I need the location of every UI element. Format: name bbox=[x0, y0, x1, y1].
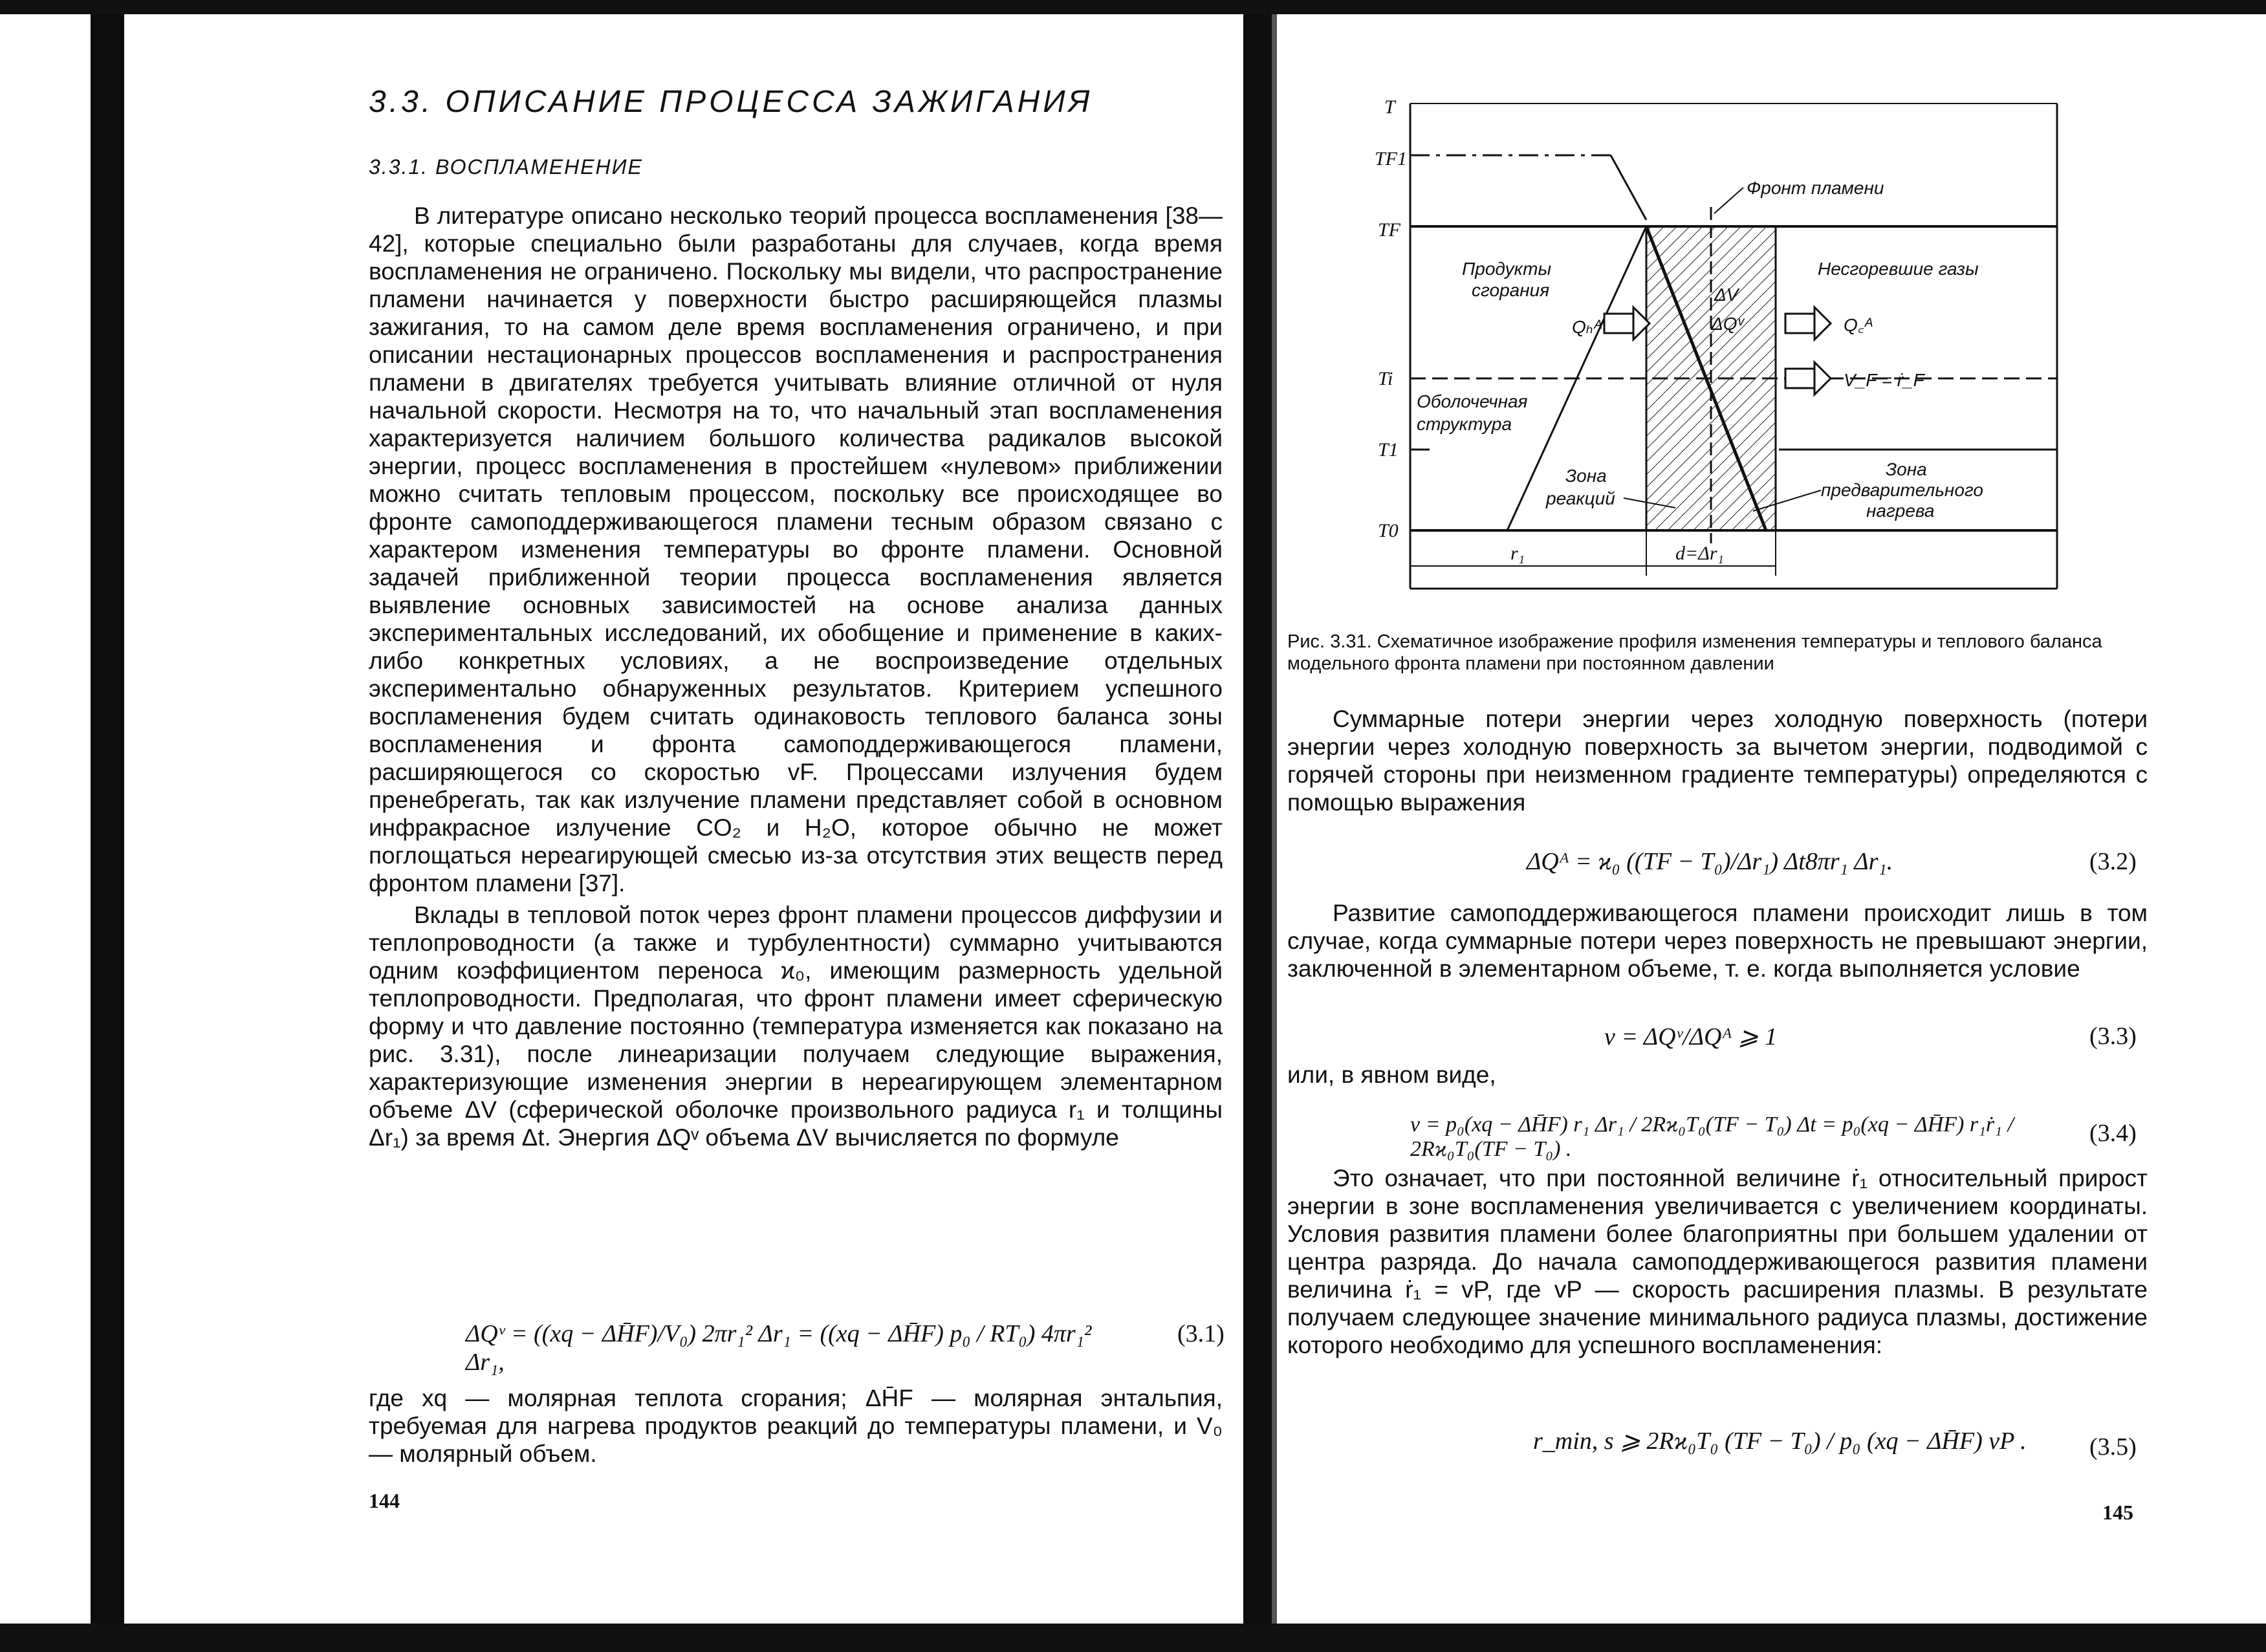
label-delta-v: ΔV bbox=[1714, 285, 1739, 305]
label-vf: V_F = ṙ_F bbox=[1844, 370, 1924, 390]
right-body-text-1 bbox=[1287, 705, 2148, 816]
label-products-2: сгорания bbox=[1472, 280, 1550, 300]
label-preheat-zone: Зона bbox=[1886, 459, 1927, 479]
right-paragraph-3: Это означает, что при постоянной величине ṙ₁ относительный прирост энергии в зоне воспламенения увеличивается с увеличением координаты. Условия развития пламени более благоприятны при большем удалении от центра разряда. До начала самоподдерживающегося развития пламени величина ṙ₁ = vP, где vP — скорость расширения плазмы. В результате получаем следующее значение минимального радиуса плазмы, достижение которого необходимо для успешного воспламенения: bbox=[1287, 1165, 2148, 1358]
scan-top-border bbox=[0, 0, 2266, 14]
y-label-tf: TF bbox=[1378, 219, 1401, 241]
y-label-t0: T0 bbox=[1378, 520, 1399, 541]
equation-3-1: ΔQᵛ = ((xq − ΔH̄F)/V₀) 2πr₁² Δr₁ = ((xq − ΔH̄F) p₀ / RT₀) 4πr₁² Δr₁, bbox=[466, 1320, 1092, 1376]
equation-3-3-number: (3.3) bbox=[2089, 1023, 2137, 1050]
label-r1: r₁ bbox=[1510, 543, 1525, 564]
book-spine bbox=[1243, 14, 1272, 1624]
y-label-tf1: TF1 bbox=[1375, 148, 1408, 169]
label-qh: Qₕᴬ bbox=[1572, 317, 1602, 337]
page-number-left: 144 bbox=[369, 1489, 400, 1512]
y-label-t: T bbox=[1384, 96, 1395, 118]
figure-caption: Рис. 3.31. Схематичное изображение профиля изменения температуры и теплового баланса модельного фронта пламени при постоянном давлении bbox=[1287, 631, 2102, 674]
section-title: 3.3. ОПИСАНИЕ ПРОЦЕССА ЗАЖИГАНИЯ bbox=[369, 85, 1093, 119]
equation-3-4: ν = p₀(xq − ΔH̄F) r₁ Δr₁ / 2Rϰ₀T₀(TF − T₀) Δt = p₀(xq − ΔH̄F) r₁ṙ₁ / 2Rϰ₀T₀(TF − T₀) . bbox=[1410, 1113, 2014, 1161]
equation-3-1-number: (3.1) bbox=[1177, 1320, 1225, 1347]
label-shell-2: структура bbox=[1417, 414, 1512, 434]
y-label-t1: T1 bbox=[1378, 439, 1399, 461]
left-body-text-end bbox=[369, 1384, 1223, 1468]
right-paragraph-1: Суммарные потери энергии через холодную поверхность (потери энергии через холодную поверхность за вычетом энергии, подводимой с горячей стороны при неизменном градиенте температуры) определяются с помощью выражения bbox=[1287, 706, 2148, 816]
equation-3-2: ΔQᴬ = ϰ₀ ((TF − T₀)/Δr₁) Δt8πr₁ Δr₁. bbox=[1527, 848, 1893, 875]
right-body-text-2 bbox=[1287, 899, 2148, 983]
text-or: или, в явном виде, bbox=[1287, 1061, 1496, 1088]
label-qc: Q꜀ᴬ bbox=[1844, 315, 1873, 335]
left-paragraph-1: В литературе описано несколько теорий процесса воспламенения [38—42], которые специально были разработаны для случаев, когда время воспламенения не ограничено. Поскольку мы видели, что распространение пламени начинается у поверхности быстро расширяющейся плазмы зажигания, то на самом деле время воспламенения ограничено, и при описании нестационарных процессов воспламенения и распространения пламени в двигателях требуется учитывать влияние отличной от нуля начальной скорости. Несмотря на то, что начальный этап воспламенения характеризуется наличием большого количества радикалов высокой энергии, процесс воспламенения в простейшем «нулевом» приближении можно считать тепловым процессом, поскольку все происходящее во фронте самоподдерживающегося пламени тесным образом связано с характером изменения температуры во фронте пламени. Основной задачей приближенной теории процесса воспламенения является выявление основных зависимостей на основе анализа данных экспериментальных исследований, их обобщение и применение в каких-либо конкретных условиях, а не воспроизведение отдельных экспериментально обнаруженных результатов. Критерием успешного воспламенения будем считать одинаковость теплового баланса зоны воспламенения и фронта самоподдерживающегося пламени, расширяющегося со скоростью vF. Процессами излучения будем пренебрегать, так как излучение пламени представляет собой в основном инфракрасное излучение CO₂ и H₂O, которое обычно не может поглощаться нереагирующей смесью из-за отсутствия этих веществ перед фронтом пламени [37]. bbox=[369, 202, 1223, 897]
right-paragraph-2: Развитие самоподдерживающегося пламени происходит лишь в том случае, когда суммарные потери через поверхность не превышают энергии, заключенной в элементарном объеме, т. е. когда выполняется условие bbox=[1287, 900, 2148, 982]
label-flame-front: Фронт пламени bbox=[1747, 178, 1884, 198]
label-preheat-zone-3: нагрева bbox=[1866, 501, 1935, 521]
label-preheat-zone-2: предварительного bbox=[1821, 480, 1983, 500]
equation-3-4-number: (3.4) bbox=[2089, 1120, 2137, 1147]
scan-bottom-border bbox=[0, 1624, 2266, 1652]
left-body-text bbox=[369, 202, 1223, 1151]
left-paragraph-3: где xq — молярная теплота сгорания; ΔH̄F — молярная энтальпия, требуемая для нагрева продуктов реакций до температуры пламени, и V₀ — молярный объем. bbox=[369, 1385, 1223, 1467]
label-shell: Оболочечная bbox=[1417, 391, 1528, 411]
book-spine-shadow bbox=[1272, 14, 1277, 1624]
equation-3-3: ν = ΔQᵛ/ΔQᴬ ⩾ 1 bbox=[1604, 1023, 1778, 1050]
scan-left-edge bbox=[91, 14, 124, 1624]
temperature-profile-figure bbox=[1287, 91, 2148, 673]
subsection-title: 3.3.1. ВОСПЛАМЕНЕНИЕ bbox=[369, 155, 643, 179]
label-unburned: Несгоревшие газы bbox=[1818, 259, 1979, 279]
label-delta-qv: ΔQᵛ bbox=[1711, 314, 1744, 334]
left-paragraph-2: Вклады в тепловой поток через фронт пламени процессов диффузии и теплопроводности (а также и турбулентности) суммарно учитываются одним коэффициентом переноса ϰ₀, имеющим размерность удельной теплопроводности. Предполагая, что фронт пламени имеет сферическую форму и что давление постоянно (температура изменяется как показано на рис. 3.31), после линеаризации получаем следующие выражения, характеризующие изменения энергии в нереагирующем элементарном объеме ΔV (сферической оболочке произвольного радиуса r₁ и толщины Δr₁) за время Δt. Энергия ΔQᵛ объема ΔV вычисляется по формуле bbox=[369, 902, 1223, 1151]
right-text-or bbox=[1287, 1061, 2148, 1089]
label-reaction-zone-2: реакций bbox=[1546, 488, 1615, 508]
equation-3-5-number: (3.5) bbox=[2089, 1433, 2137, 1461]
label-reaction-zone: Зона bbox=[1565, 466, 1607, 486]
page-number-right: 145 bbox=[2102, 1501, 2133, 1524]
y-label-ti: Ti bbox=[1378, 368, 1393, 389]
equation-3-5: r_min, s ⩾ 2Rϰ₀T₀ (TF − T₀) / p₀ (xq − ΔH̄F) vP . bbox=[1533, 1428, 2027, 1455]
label-products: Продукты bbox=[1462, 259, 1552, 279]
right-body-text-3 bbox=[1287, 1164, 2148, 1359]
equation-3-2-number: (3.2) bbox=[2089, 848, 2137, 875]
label-d: d=Δr₁ bbox=[1675, 543, 1724, 564]
